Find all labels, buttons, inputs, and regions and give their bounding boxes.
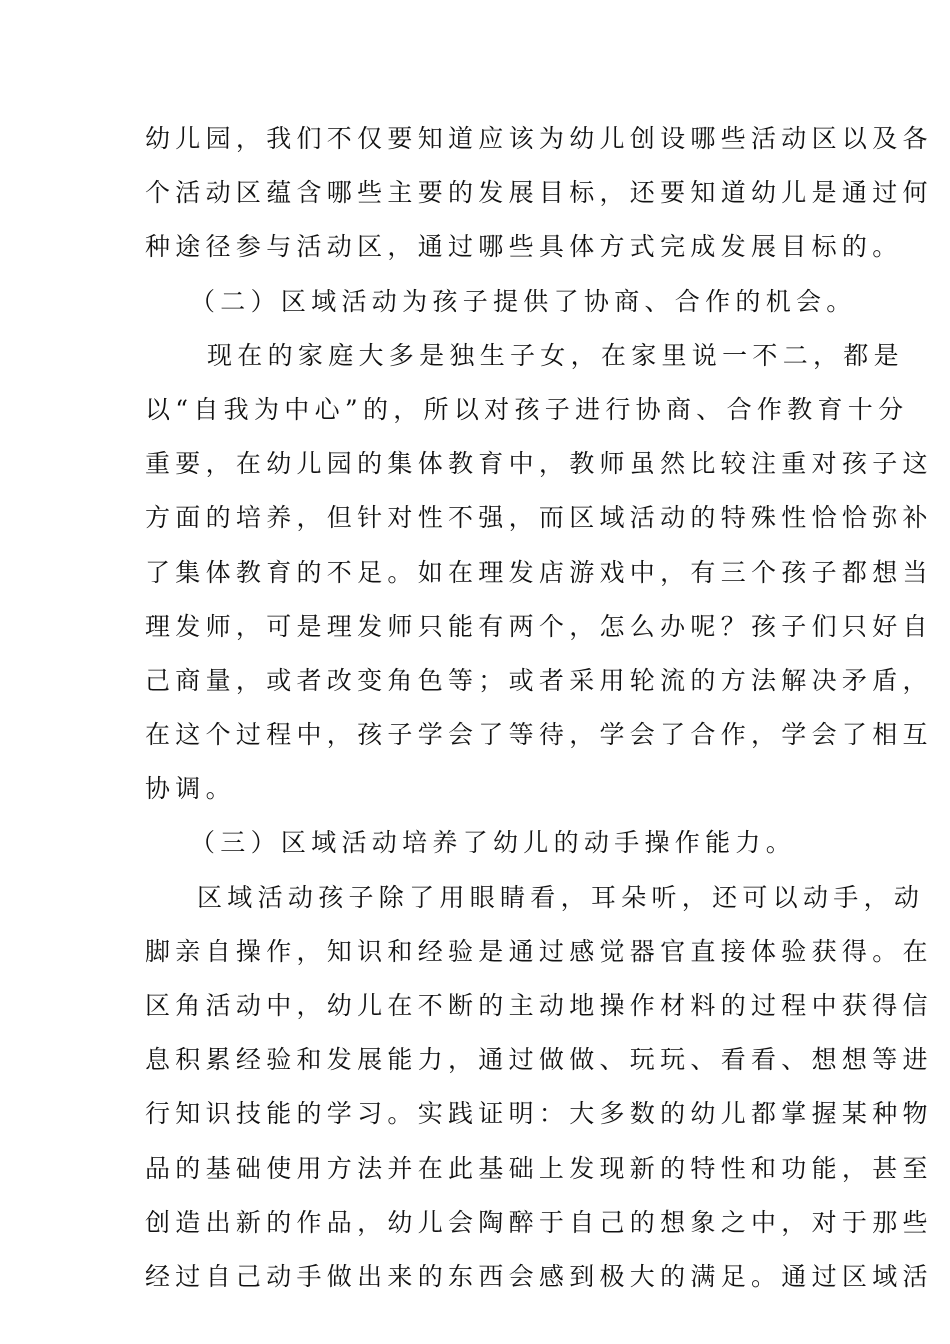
text-line: 了集体教育的不足。如在理发店游戏中，有三个孩子都想当 xyxy=(145,557,933,587)
text-line: 经过自己动手做出来的东西会感到极大的满足。通过区域活 xyxy=(145,1261,933,1291)
text-line: 幼儿园，我们不仅要知道应该为幼儿创设哪些活动区以及各 xyxy=(145,124,933,153)
text-line: 脚亲自操作，知识和经验是通过感觉器官直接体验获得。在 xyxy=(145,936,933,966)
text-line: 创造出新的作品，幼儿会陶醉于自己的想象之中，对于那些 xyxy=(145,1207,933,1237)
text-line: 理发师，可是理发师只能有两个，怎么办呢？孩子们只好自 xyxy=(145,611,933,641)
section-heading-3: （三）区域活动培养了幼儿的动手操作能力。 xyxy=(190,828,797,858)
text-line: 以“自我为中心”的，所以对孩子进行协商、合作教育十分 xyxy=(145,394,909,424)
text-line: 重要，在幼儿园的集体教育中，教师虽然比较注重对孩子这 xyxy=(145,449,933,479)
text-line: 区域活动孩子除了用眼睛看，耳朵听，还可以动手，动 xyxy=(197,882,925,912)
section-heading-2: （二）区域活动为孩子提供了协商、合作的机会。 xyxy=(190,286,857,316)
body-text xyxy=(145,112,933,1304)
text-line: 息积累经验和发展能力，通过做做、玩玩、看看、想想等进 xyxy=(145,1045,933,1075)
text-line: 种途径参与活动区，通过哪些具体方式完成发展目标的。 xyxy=(145,232,903,262)
text-line: 协调。 xyxy=(145,774,236,804)
text-line: 现在的家庭大多是独生子女，在家里说一不二，都是 xyxy=(207,340,904,370)
text-line: 行知识技能的学习。实践证明：大多数的幼儿都掌握某种物 xyxy=(145,1099,933,1129)
text-line: 区角活动中，幼儿在不断的主动地操作材料的过程中获得信 xyxy=(145,991,933,1020)
text-line: 品的基础使用方法并在此基础上发现新的特性和功能，甚至 xyxy=(145,1153,933,1183)
text-line: 个活动区蕴含哪些主要的发展目标，还要知道幼儿是通过何 xyxy=(145,178,933,208)
text-line: 己商量，或者改变角色等；或者采用轮流的方法解决矛盾， xyxy=(145,665,933,695)
text-line: 在这个过程中，孩子学会了等待，学会了合作，学会了相互 xyxy=(145,720,933,750)
text-line: 方面的培养，但针对性不强，而区域活动的特殊性恰恰弥补 xyxy=(145,503,933,533)
